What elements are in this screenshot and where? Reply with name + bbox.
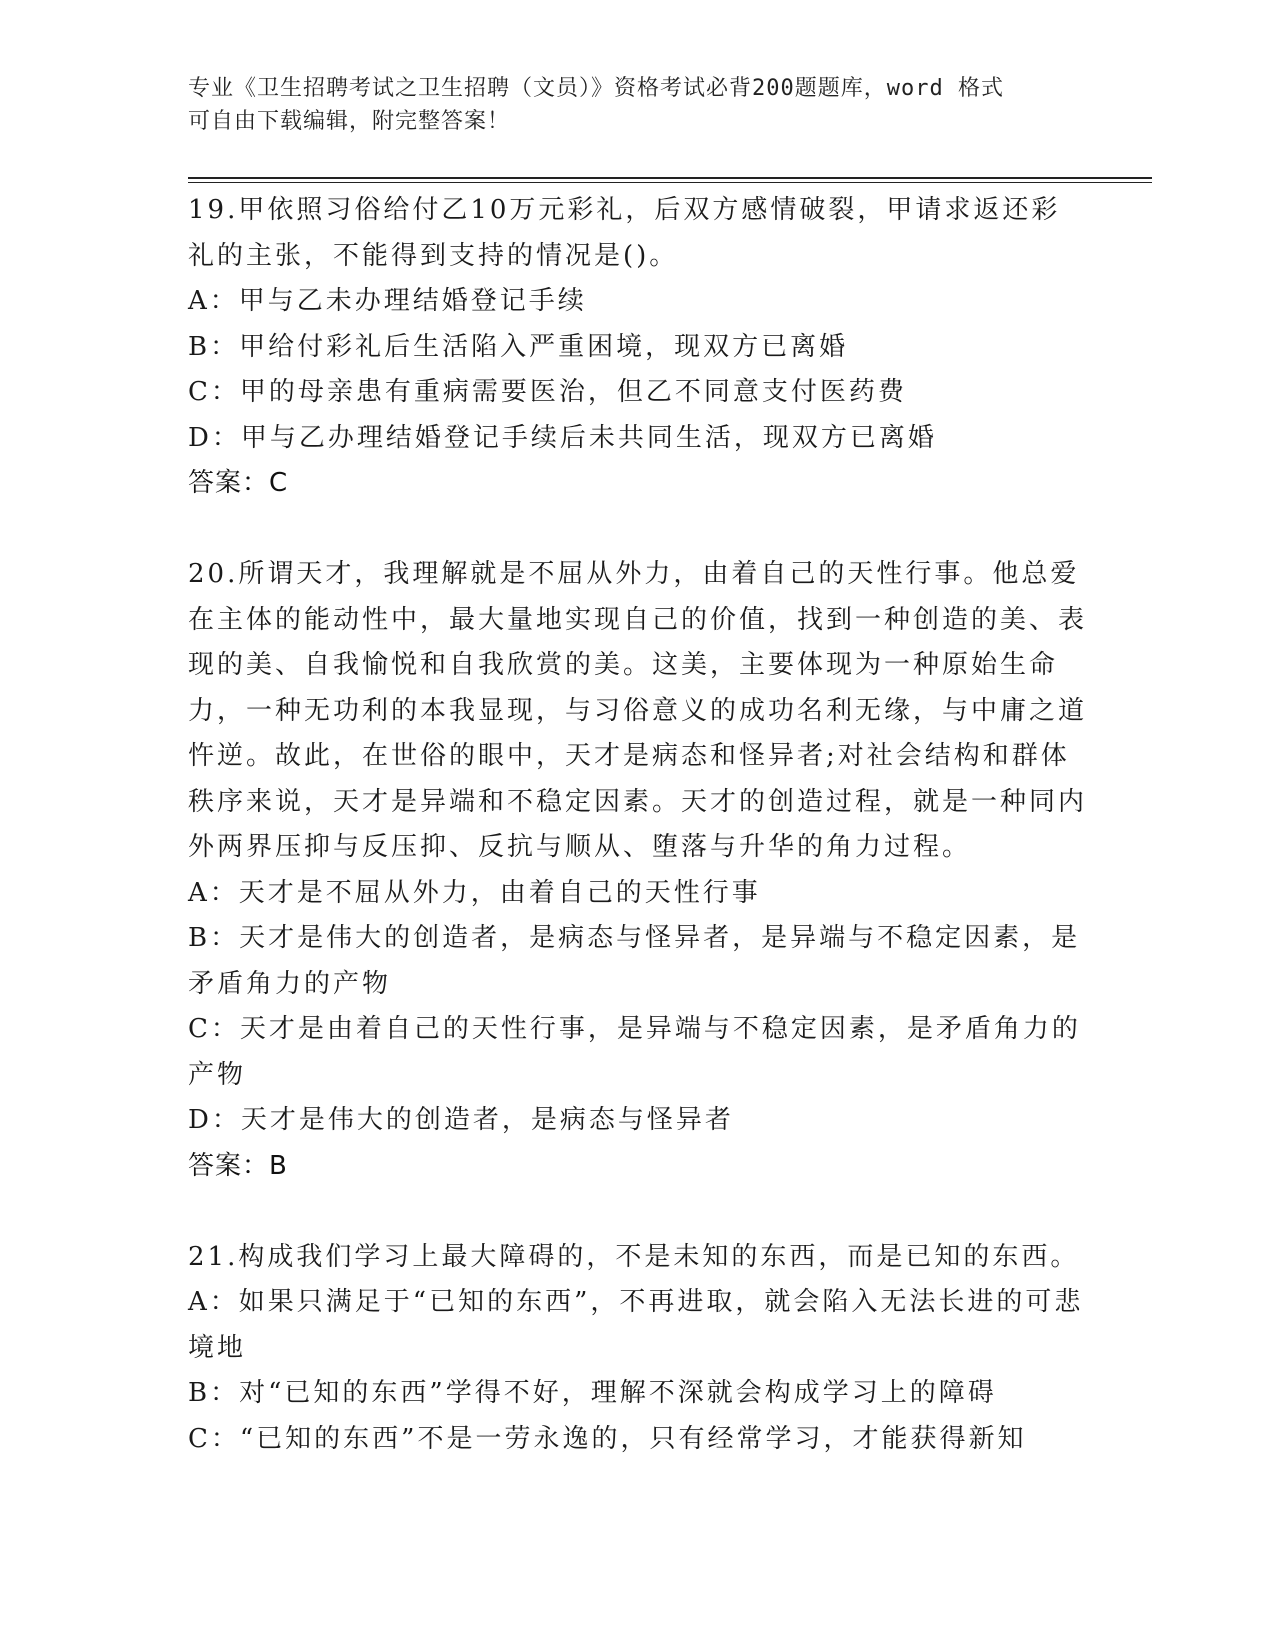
- page-header: [188, 72, 1068, 138]
- header-rule-thick: [188, 177, 1152, 179]
- option-a: A：天才是不屈从外力，由着自己的天性行事: [188, 877, 761, 908]
- question-21: [188, 1235, 1088, 1463]
- question-stem: 21.构成我们学习上最大障碍的，不是未知的东西，而是已知的东西。: [188, 1241, 1080, 1272]
- header-rule-thin: [188, 182, 1152, 183]
- question-spacer: [188, 507, 1088, 553]
- option-b: B：对“已知的东西”学得不好，理解不深就会构成学习上的障碍: [188, 1378, 997, 1408]
- header-line-2: 可自由下载编辑，附完整答案！: [188, 109, 511, 134]
- option-b: B：甲给付彩礼后生活陷入严重困境，现双方已离婚: [188, 331, 849, 362]
- option-d: D：天才是伟大的创造者，是病态与怪异者: [188, 1105, 734, 1135]
- option-b: B：天才是伟大的创造者，是病态与怪异者，是异端与不稳定因素，是矛盾角力的产物: [188, 923, 1081, 999]
- question-list: [188, 188, 1088, 1462]
- question-19: [188, 188, 1088, 507]
- option-c: C：天才是由着自己的天性行事，是异端与不稳定因素，是矛盾角力的产物: [188, 1014, 1081, 1090]
- question-stem: 20.所谓天才，我理解就是不屈从外力，由着自己的天性行事。他总爱在主体的能动性中，最大量地实现自己的价值，找到一种创造的美、表现的美、自我愉悦和自我欣赏的美。这美，主要体现为一种原始生命力，一种无功利的本我显现，与习俗意义的成功名利无缘，与中庸之道忤逆。故此，在世俗的眼中，天才是病态和怪异者;对社会结构和群体秩序来说，天才是异端和不稳定因素。天才的创造过程，就是一种同内外两界压抑与反压抑、反抗与顺从、堕落与升华的角力过程。: [188, 559, 1088, 862]
- option-a: A：甲与乙未办理结婚登记手续: [188, 286, 587, 316]
- question-spacer: [188, 1189, 1088, 1235]
- question-stem: 19.甲依照习俗给付乙10万元彩礼，后双方感情破裂，甲请求返还彩礼的主张，不能得到支持的情况是()。: [188, 195, 1061, 271]
- header-line-1: 专业《卫生招聘考试之卫生招聘（文员）》资格考试必背200题题库，word 格式: [188, 76, 1004, 101]
- option-a: A：如果只满足于“已知的东西”，不再进取，就会陷入无法长进的可悲境地: [188, 1287, 1084, 1363]
- option-d: D：甲与乙办理结婚登记手续后未共同生活，现双方已离婚: [188, 422, 937, 453]
- answer-line: 答案：B: [188, 1150, 288, 1181]
- option-c: C：“已知的东西”不是一劳永逸的，只有经常学习，才能获得新知: [188, 1423, 1027, 1454]
- answer-line: 答案：C: [188, 468, 289, 498]
- option-c: C：甲的母亲患有重病需要医治，但乙不同意支付医药费: [188, 377, 907, 407]
- question-20: [188, 552, 1088, 1189]
